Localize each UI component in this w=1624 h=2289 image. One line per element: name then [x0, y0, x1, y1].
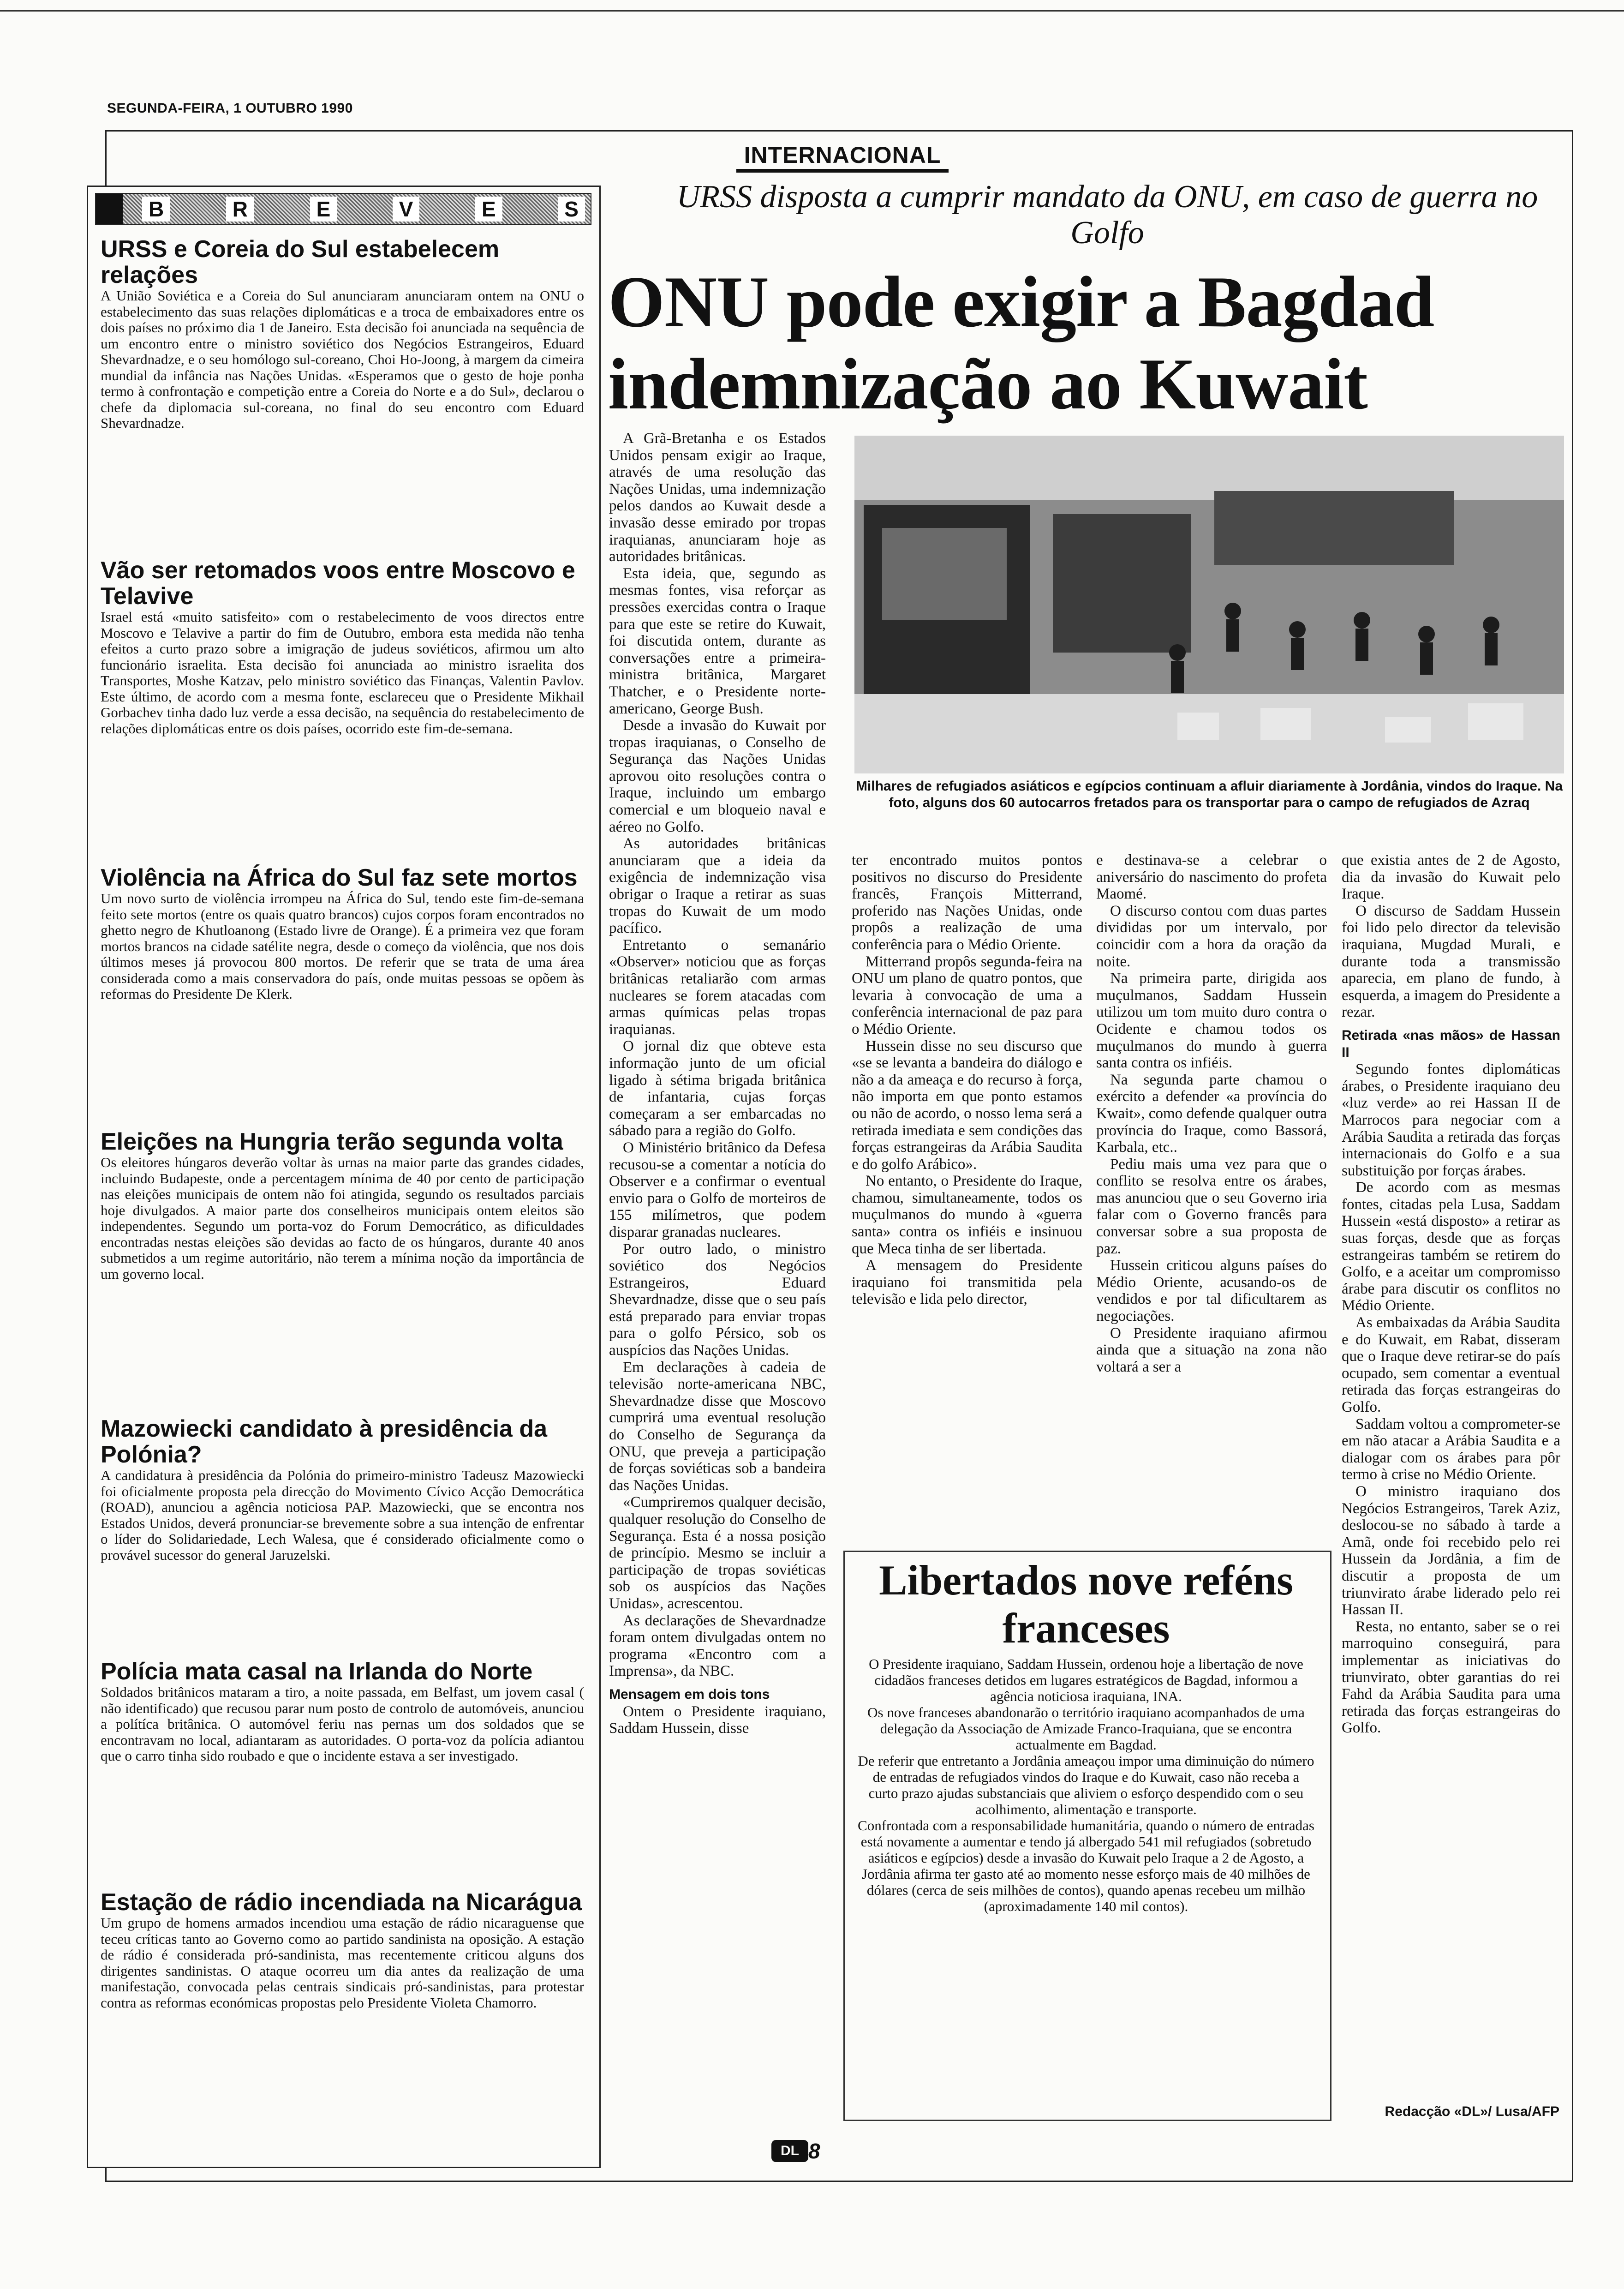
paragraph: O Ministério britânico da Defesa recusou-se a comentar a notícia do Observer e a confirmar o eventual envio para o Golfo de morteiros de 155 milímetros, que podem disparar granadas nucleares. [609, 1139, 826, 1240]
paragraph: Em declarações à cadeia de televisão norte-americana NBC, Shevardnadze disse que Moscovo cumprirá uma eventual resolução do Conselho de Segurança da ONU, que preveja a participação de forças soviéticas sob a bandeira das Nações Unidas. [609, 1359, 826, 1494]
photo-caption: Milhares de refugiados asiáticos e egípcios continuam a afluir diariamente à Jordânia, vindos do Iraque. Na foto, alguns dos 60 autocarros fretados para os transportar para o campo de refugiados de Azraq [855, 779, 1563, 810]
page-number: 8 [808, 2139, 820, 2163]
paragraph: que existia antes de 2 de Agosto, dia da invasão do Kuwait pelo Iraque. [1342, 852, 1560, 903]
article-column-2 [852, 852, 1082, 1308]
paragraph: A Grã-Bretanha e os Estados Unidos pensam exigir ao Iraque, através de uma resolução das Nações Unidas, uma indemnização pelos dandos ao Kuwait desde a invasão desse emirado por tropas iraquianas, anunciaram hoje as autoridades britânicas. [609, 430, 826, 565]
kicker: URSS disposta a cumprir mandato da ONU, em caso de guerra no Golfo [676, 179, 1538, 251]
breve-body: A União Soviética e a Coreia do Sul anunciaram anunciaram ontem na ONU o estabelecimento das suas relações diplomáticas e a troca de embaixadores entre os dois países no próximo dia 1 de Janeiro. Esta decisão foi anunciada na sequência de um encontro entre o ministro soviético dos Negócios Estrangeiros, Eduard Shevardnadze, e o seu homólogo sul-coreano, Choi Ho-Joong, à margem da cimeira mundial da infância nas Nações Unidas. «Esperamos que o gesto de hoje ponha termo à confrontação e competição entre a Coreia do Norte e a do Sul», declarou o chefe da diplomacia sul-coreana, no final do seu encontro com Eduard Shevardnadze. [101, 288, 584, 431]
paragraph: A mensagem do Presidente iraquiano foi transmitida pela televisão e lida pelo director, [852, 1257, 1082, 1308]
breve-item [101, 1659, 584, 1764]
photo-illustration [854, 436, 1564, 773]
breve-title: Estação de rádio incendiada na Nicarágua [101, 1889, 582, 1916]
breve-body: Um novo surto de violência irrompeu na África do Sul, tendo este fim-de-semana feito sete mortos (entre os quais quatro brancos) cujos corpos foram encontrados no ghetto negro de Khutloanong (Estado livre de Orange). É a primeira vez que foram mortos brancos na cidade satélite negra, desde o começo da violência, que nos dois últimos meses já provocou 800 mortos. De referir que se trata de uma área considerada como a mais conservadora do país, onde muitas pessoas se opõem às reformas do Presidente De Klerk. [101, 890, 584, 1002]
page-folio [771, 2137, 836, 2163]
subheading: Retirada «nas mãos» de Hassan II [1342, 1027, 1560, 1060]
paragraph: No entanto, o Presidente do Iraque, chamou, simultaneamente, todos os muçulmanos do mundo à «guerra santa» contra os infiéis e insinuou que Meca tinha de ser libertada. [852, 1173, 1082, 1257]
paragraph: Pediu mais uma vez para que o conflito se resolva entre os árabes, mas anunciou que o seu Governo iria falar com o Governo francês para conversar sobre a sua proposta de paz. [1096, 1156, 1327, 1257]
breve-title: Mazowiecki candidato à presidência da Polónia? [101, 1415, 548, 1468]
breve-body: Soldados britânicos mataram a tiro, a noite passada, em Belfast, um jovem casal ( não identificado) que recusou parar num posto de controlo de automóveis, anunciou a polítíca britânica. O automóvel feriu nas pernas um dos soldados que se encontravam no local, adiantaram as autoridades. O porta-voz da polícia adiantou que o carro tinha sido roubado e que o incidente estava a ser investigado. [101, 1684, 584, 1764]
article-column-1 [609, 430, 826, 1737]
top-rule [0, 0, 1624, 12]
banner-letter: S [558, 197, 585, 222]
breve-title: URSS e Coreia do Sul estabelecem relações [101, 236, 500, 288]
paragraph: O Presidente iraquiano, Saddam Hussein, ordenou hoje a libertação de nove cidadãos franceses detidos em lugares estratégicos de Bagdad, informou a agência noticiosa iraquiana, INA. [869, 1656, 1303, 1704]
banner-letter: R [226, 197, 254, 222]
byline-credit: Redacção «DL»/ Lusa/AFP [1385, 2104, 1559, 2119]
breve-title: Violência na África do Sul faz sete mortos [101, 864, 578, 891]
banner-letters [142, 197, 585, 222]
paragraph: Por outro lado, o ministro soviético dos Negócios Estrangeiros, Eduard Shevardnadze, disse que o seu país está preparado para enviar tropas para o golfo Pérsico, sob os auspícios das Nações Unidas. [609, 1240, 826, 1359]
breve-item [101, 1129, 584, 1282]
box-headline: Libertados nove reféns franceses [879, 1557, 1293, 1652]
box-body [857, 1656, 1315, 1914]
paragraph: O Presidente iraquiano afirmou ainda que a situação na zona não voltará a ser a [1096, 1324, 1327, 1375]
breve-item [101, 236, 584, 431]
paragraph: Ontem o Presidente iraquiano, Saddam Hussein, disse [609, 1703, 826, 1737]
breve-title: Eleições na Hungria terão segunda volta [101, 1128, 563, 1155]
paragraph: O discurso de Saddam Hussein foi lido pelo director da televisão iraquiana, Mugdad Murali, e durante toda a transmissão aparecia, em plano de fundo, à esquerda, a imagem do Presidente a rezar. [1342, 902, 1560, 1021]
paragraph: Mitterrand propôs segunda-feira na ONU um plano de quatro pontos, que levaria à convocação de uma a conferência internacional de paz para o Médio Oriente. [852, 953, 1082, 1037]
banner-square [96, 194, 123, 224]
banner-letter: E [310, 197, 337, 222]
paragraph: Os nove franceses abandonarão o território iraquiano acompanhados de uma delegação da Associação de Amizade Franco-Iraquiana, que se encontra actualmente em Bagdad. [867, 1704, 1305, 1753]
section-label: INTERNACIONAL [736, 141, 949, 173]
paragraph: De referir que entretanto a Jordânia ameaçou impor uma diminuição do número de entradas de refugiados vindos do Iraque e do Kuwait, caso não receba a curto prazo ajudas substanciais que aliviem o esforço despendido com o seu acolhimento, alimentação e transporte. [858, 1753, 1314, 1817]
paragraph: Entretanto o semanário «Observer» noticiou que as forças britânicas retaliarão com armas nucleares se forem atacadas com armas químicas pelas tropas iraquianas. [609, 936, 826, 1038]
paragraph: Resta, no entanto, saber se o rei marroquino conseguirá, para implementar as iniciativas do triunvirato, obter garantias do rei Fahd da Arábia Saudita para uma retirada das forças estrangeiras do Golfo. [1342, 1618, 1560, 1737]
paragraph: Saddam voltou a comprometer-se em não atacar a Arábia Saudita e a dialogar com os árabes para pôr termo à crise no Médio Oriente. [1342, 1415, 1560, 1483]
paragraph: Confrontada com a responsabilidade humanitária, quando o número de entradas está novamente a aumentar e tendo já albergado 541 mil refugiados (sobretudo asiáticos e egípcios) desde a invasão do Kuwait pelo Iraque a 2 de Agosto, a Jordânia afirma ter gasto até ao momento nesse esforço mais de 40 milhões de dólares (cerca de seis milhões de contos), quando apenas recebeu um milhão (aproximadamente 140 mil contos). [858, 1817, 1314, 1914]
paragraph: ter encontrado muitos pontos positivos no discurso do Presidente francês, François Mitterrand, proferido nas Nações Unidas, onde propôs a realização de uma conferência para o Médio Oriente. [852, 852, 1082, 953]
breve-body: Um grupo de homens armados incendiou uma estação de rádio nicaraguense que teceu críticas tanto ao Governo como ao partido sandinista na oposição. A estação de rádio é considerada pró-sandinista, mas recentemente criticou alguns dos dirigentes sandinistas. O ataque ocorreu um dia antes da realização de uma manifestação, convocada pelas centrais sindicais pró-sandinistas, para protestar contra as reformas económicas propostas pelo Presidente Violeta Chamorro. [101, 1915, 584, 2011]
breve-item [101, 1416, 584, 1563]
breve-body: Israel está «muito satisfeito» com o restabelecimento de voos directos entre Moscovo e Telavive a partir do fim de Outubro, embora esta medida não tenha efeitos a curto prazo sobre a imigração de judeus soviéticos, afirmou um alto funcionário israelita. Esta decisão foi anunciada ao ministro israelita dos Transportes, Moshe Katzav, pelo ministro soviético das Finanças, Valentin Pavlov. Este último, de acordo com a mesma fonte, esclareceu que o Presidente Mikhail Gorbachev tinha dado luz verde a essa decisão, na sequência do restabelecimento de relações diplomáticas entre os dois países, ocorrido este fim-de-semana. [101, 609, 584, 737]
paragraph: Hussein criticou alguns países do Médio Oriente, acusando-os de vendidos e por tal dificultarem as negociações. [1096, 1257, 1327, 1325]
newspaper-logo: DL [771, 2140, 808, 2162]
paragraph: Esta ideia, que, segundo as mesmas fontes, visa reforçar as pressões exercidas contra o Iraque para que este se retire do Kuwait, foi discutida ontem, durante as conversações entre a primeira-ministra britânica, Margaret Thatcher, e o Presidente norte-americano, George Bush. [609, 565, 826, 717]
paragraph: As embaixadas da Arábia Saudita e do Kuwait, em Rabat, disseram que o Iraque deve retirar-se do país ocupado, sem comentar a eventual retirada das forças estrangeiras do Golfo. [1342, 1314, 1560, 1415]
refugees-photo [854, 436, 1564, 773]
banner-letter: B [142, 197, 170, 222]
paragraph: Na primeira parte, dirigida aos muçulmanos, Saddam Hussein utilizou um tom muito duro contra o Ocidente e chamou todos os muçulmanos do mundo à guerra santa contra os infiéis. [1096, 970, 1327, 1072]
dateline: SEGUNDA-FEIRA, 1 OUTUBRO 1990 [107, 101, 353, 116]
article-column-4 [1342, 852, 1560, 1737]
breve-title: Vão ser retomados voos entre Moscovo e Telavive [101, 557, 575, 610]
breve-item [101, 557, 584, 737]
subheading: Mensagem em dois tons [609, 1686, 770, 1702]
breves-banner [95, 193, 591, 225]
breve-body: Os eleitores húngaros deverão voltar às urnas na maior parte das grandes cidades, incluindo Budapeste, onde a percentagem mínima de 40 por cento de participação nas eleições municipais de ontem não foi atingida, segundo os resultados parciais hoje divulgados. A maior parte dos conselheiros municipais ontem eleitos são independentes. Segundo um porta-voz do Forum Democrático, as dificuldades encontradas nestas eleições são devidas ao facto de os húngaros, durante 40 anos submetidos a um regime autoritário, não terem a mínima noção da importância de um governo local. [101, 1154, 584, 1282]
banner-letter: E [475, 197, 502, 222]
paragraph: As autoridades britânicas anunciaram que a ideia da exigência de indemnização visa obrigar o Iraque a retirar as suas tropas do Kuwait de um modo pacífico. [609, 835, 826, 937]
main-headline: ONU pode exigir a Bagdad indemnização ao Kuwait [608, 262, 1434, 425]
breve-body: A candidatura à presidência da Polónia do primeiro-ministro Tadeusz Mazowiecki foi oficialmente proposta pela direcção do Movimento Cívico Acção Democrática (ROAD), anunciou a agência noticiosa PAP. Mazowiecki, que se encontra nos Estados Unidos, deverá pronunciar-se brevemente sobre a sua intenção de enfrentar o líder do Solidariedade, Lech Walesa, que é considerado oficialmente como o provável sucessor do general Jaruzelski. [101, 1467, 584, 1563]
paragraph: Na segunda parte chamou o exército a defender «a província do Kwait», como defende qualquer outra província do Iraque, como Bassorá, Karbala, etc.. [1096, 1071, 1327, 1156]
breve-item [101, 865, 584, 1002]
article-column-3 [1096, 852, 1327, 1375]
paragraph: Hussein disse no seu discurso que «se se levanta a bandeira do diálogo e não a da ameaça e do recurso à força, não importa em que ponto estamos ou não de acordo, o nosso lema será a retirada imediata e sem condições das forças estrangeiras da Arábia Saudita e do golfo Arábico». [852, 1037, 1082, 1173]
breve-title: Polícia mata casal na Irlanda do Norte [101, 1658, 533, 1685]
paragraph: As declarações de Shevardnadze foram ontem divulgadas ontem no programa «Encontro com a Imprensa», da NBC. [609, 1612, 826, 1680]
paragraph: e destinava-se a celebrar o aniversário do nascimento do profeta Maomé. [1096, 852, 1327, 903]
paragraph: «Cumpriremos qualquer decisão, qualquer resolução do Conselho de Segurança. Esta é a nossa posição de princípio. Mesmo se incluir a participação de tropas soviéticas sob os auspícios das Nações Unidas», acrescentou. [609, 1494, 826, 1612]
breve-item [101, 1889, 584, 2011]
paragraph: Desde a invasão do Kuwait por tropas iraquianas, o Conselho de Segurança das Nações Unidas aprovou oito resoluções contra o Iraque, incluindo um embargo comercial e um bloqueio naval e aéreo no Golfo. [609, 717, 826, 835]
banner-letter: V [393, 197, 420, 222]
paragraph: O discurso contou com duas partes divididas por um intervalo, por coincidir com a hora da oração da noite. [1096, 902, 1327, 970]
paragraph: O jornal diz que obteve esta informação junto de um oficial ligado à sétima brigada britânica de infantaria, cujas forças começaram a ser embarcadas no sábado para a região do Golfo. [609, 1038, 826, 1139]
paragraph: O ministro iraquiano dos Negócios Estrangeiros, Tarek Aziz, deslocou-se no sábado à tarde a Amã, onde foi recebido pelo rei Hussein da Jordânia, a fim de discutir a proposta de um triunvirato árabe liderado pelo rei Hassan II. [1342, 1483, 1560, 1618]
paragraph: Segundo fontes diplomáticas árabes, o Presidente iraquiano deu «luz verde» ao rei Hassan II de Marrocos para negociar com a Arábia Saudita a retirada das forças internacionais do Golfo e a sua substituição por forças árabes. [1342, 1061, 1560, 1179]
paragraph: De acordo com as mesmas fontes, citadas pela Lusa, Saddam Hussein «está disposto» a retirar as suas forças, desde que as forças estrangeiras também se retirem do Golfo, e a aceitar um compromisso árabe para discutir os conflitos no Médio Oriente. [1342, 1179, 1560, 1314]
